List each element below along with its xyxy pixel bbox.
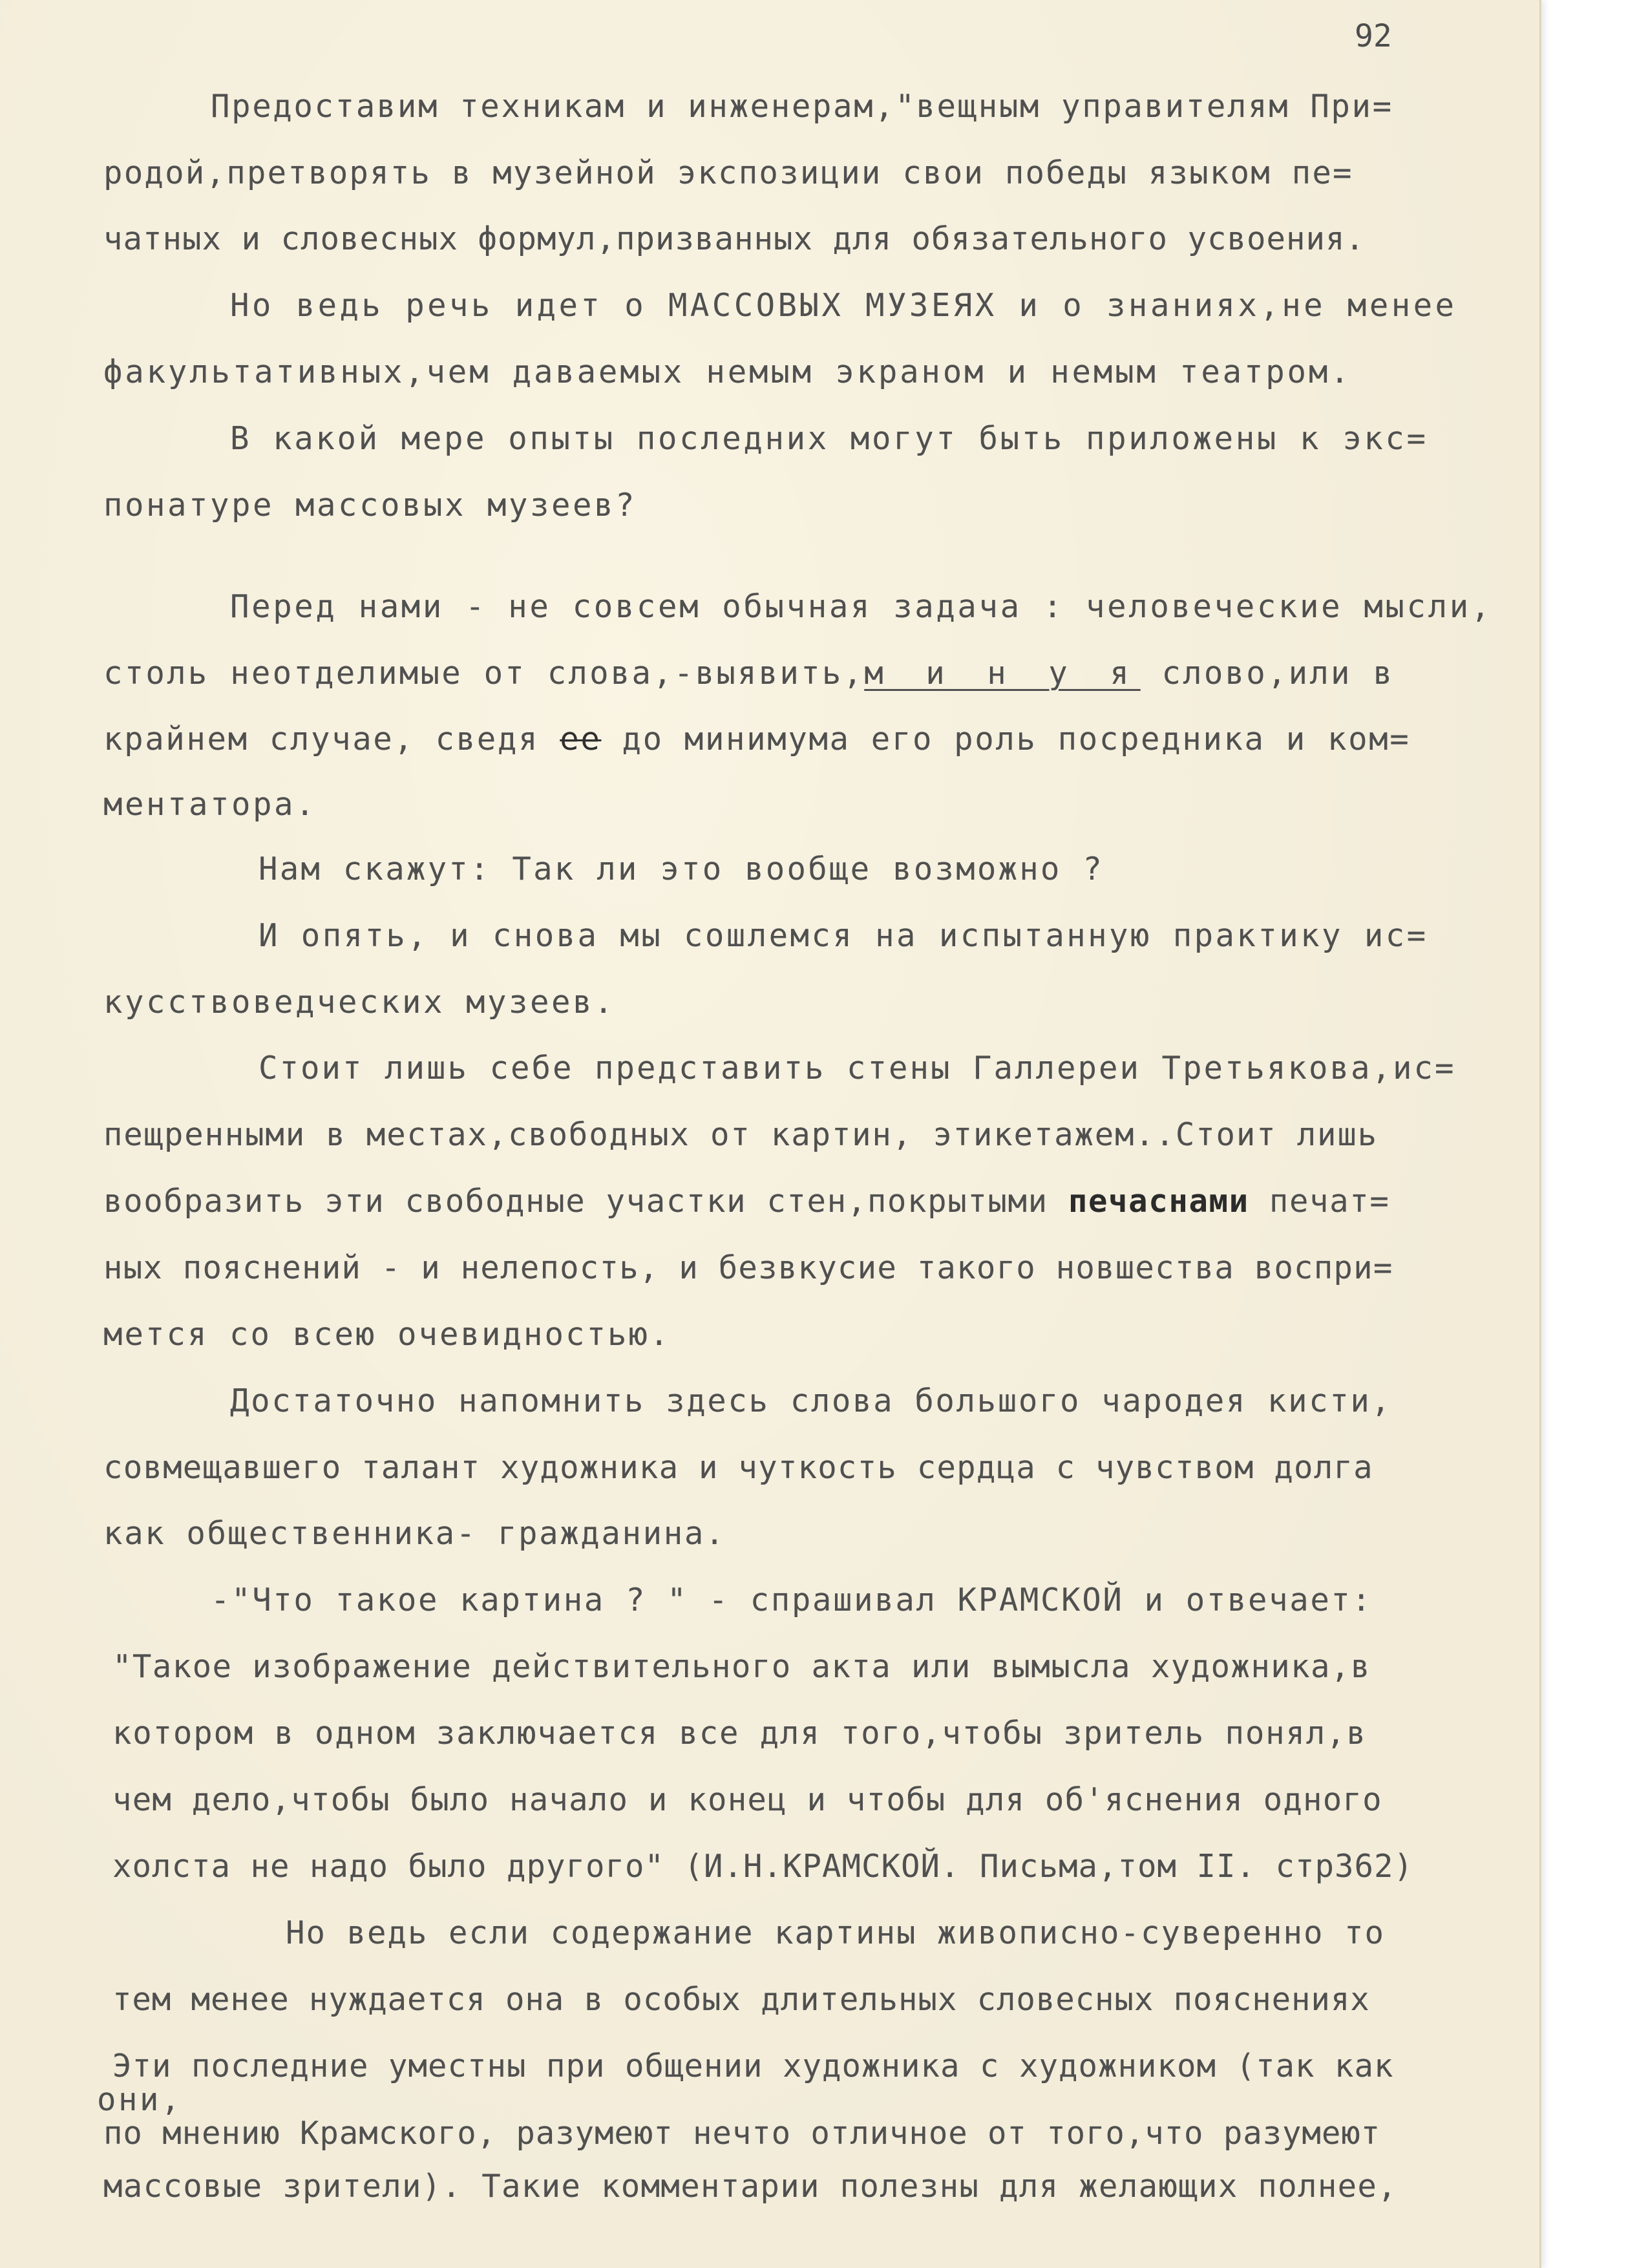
text-line: пещренными в местах,свободных от картин, этикетажем..Стоит лишь bbox=[103, 1116, 1378, 1153]
text-line: родой,претворять в музейной экспозиции свои победы языком пе= bbox=[103, 154, 1353, 191]
text-line: они, bbox=[97, 2081, 183, 2118]
text-line: холста не надо было другого" (И.Н.КРАМСКОЙ. Письма,том II. стр362) bbox=[112, 1848, 1414, 1885]
text-line: совмещавшего талант художника и чуткость сердца с чувством долга bbox=[103, 1449, 1373, 1486]
text-line: кусствоведческих музеев. bbox=[103, 984, 616, 1021]
text-line: Но ведь если содержание картины живописно-суверенно то bbox=[286, 1914, 1386, 1951]
text-line: Достаточно напомнить здесь слова большого чародея кисти, bbox=[230, 1383, 1392, 1419]
text-line: мется со всею очевидностью. bbox=[103, 1316, 671, 1353]
text-line: Нам скажут: Так ли это вообще возможно ? bbox=[259, 851, 1104, 887]
text-segment: печат= bbox=[1269, 1183, 1390, 1220]
text-line: Эти последние уместны при общении художника с художником (так как bbox=[112, 2048, 1394, 2084]
text-segment: слово,или в bbox=[1161, 655, 1395, 692]
text-line: по мнению Крамского, разумеют нечто отличное от того,что разумеют bbox=[103, 2115, 1381, 2152]
text-line: тем менее нуждается она в особых длительных словесных пояснениях bbox=[112, 1981, 1370, 2018]
text-segment: до минимума его роль посредника и ком= bbox=[622, 721, 1411, 758]
text-line: И опять, и снова мы сошлемся на испытанную практику ис= bbox=[259, 917, 1428, 954]
text-segment: столь неотделимые от слова,-выявить, bbox=[103, 655, 865, 692]
text-line: Стоит лишь себе представить стены Галлереи Третьякова,ис= bbox=[259, 1050, 1456, 1086]
text-line: ных пояснений - и нелепость, и безвкусие такого новшества воспри= bbox=[103, 1249, 1393, 1286]
text-line bbox=[103, 1183, 1390, 1220]
text-line: Но ведь речь идет о МАССОВЫХ МУЗЕЯХ и о знаниях,не менее bbox=[230, 287, 1457, 324]
text-line: как общественника- гражданина. bbox=[103, 1515, 726, 1552]
text-line: факультативных,чем даваемых немым экраном и немым театром. bbox=[103, 354, 1352, 390]
emphasized-word: м и н у я bbox=[864, 655, 1141, 692]
text-line: чатных и словесных формул,призванных для обязательного усвоения. bbox=[103, 220, 1366, 257]
text-line bbox=[103, 655, 1395, 692]
text-line: Перед нами - не совсем обычная задача : человеческие мысли, bbox=[230, 588, 1492, 625]
struck-out-word: ее bbox=[560, 721, 602, 758]
text-line: понатуре массовых музеев? bbox=[103, 487, 637, 524]
text-line: В какой мере опыты последних могут быть приложены к экс= bbox=[230, 420, 1428, 457]
text-line: чем дело,чтобы было начало и конец и чтобы для об'яснения одного bbox=[112, 1781, 1382, 1818]
page-number: 92 bbox=[1355, 18, 1392, 54]
text-line: Предоставим техникам и инженерам,"вещным управителям При= bbox=[211, 88, 1393, 125]
text-segment: крайнем случае, сведя bbox=[103, 721, 540, 758]
overtyped-word: печаснами bbox=[1068, 1183, 1249, 1220]
text-line: ментатора. bbox=[103, 786, 317, 823]
text-line bbox=[103, 721, 1411, 758]
text-line: "Такое изображение действительного акта или вымысла художника,в bbox=[112, 1648, 1371, 1685]
text-line: массовые зрители). Такие комментарии полезны для желающих полнее, bbox=[103, 2168, 1398, 2205]
text-line: котором в одном заключается все для того,чтобы зритель понял,в bbox=[112, 1715, 1367, 1752]
text-segment: вообразить эти свободные участки стен,покрытыми bbox=[103, 1183, 1048, 1220]
text-line: -"Что такое картина ? " - спрашивал КРАМСКОЙ и отвечает: bbox=[211, 1582, 1373, 1618]
